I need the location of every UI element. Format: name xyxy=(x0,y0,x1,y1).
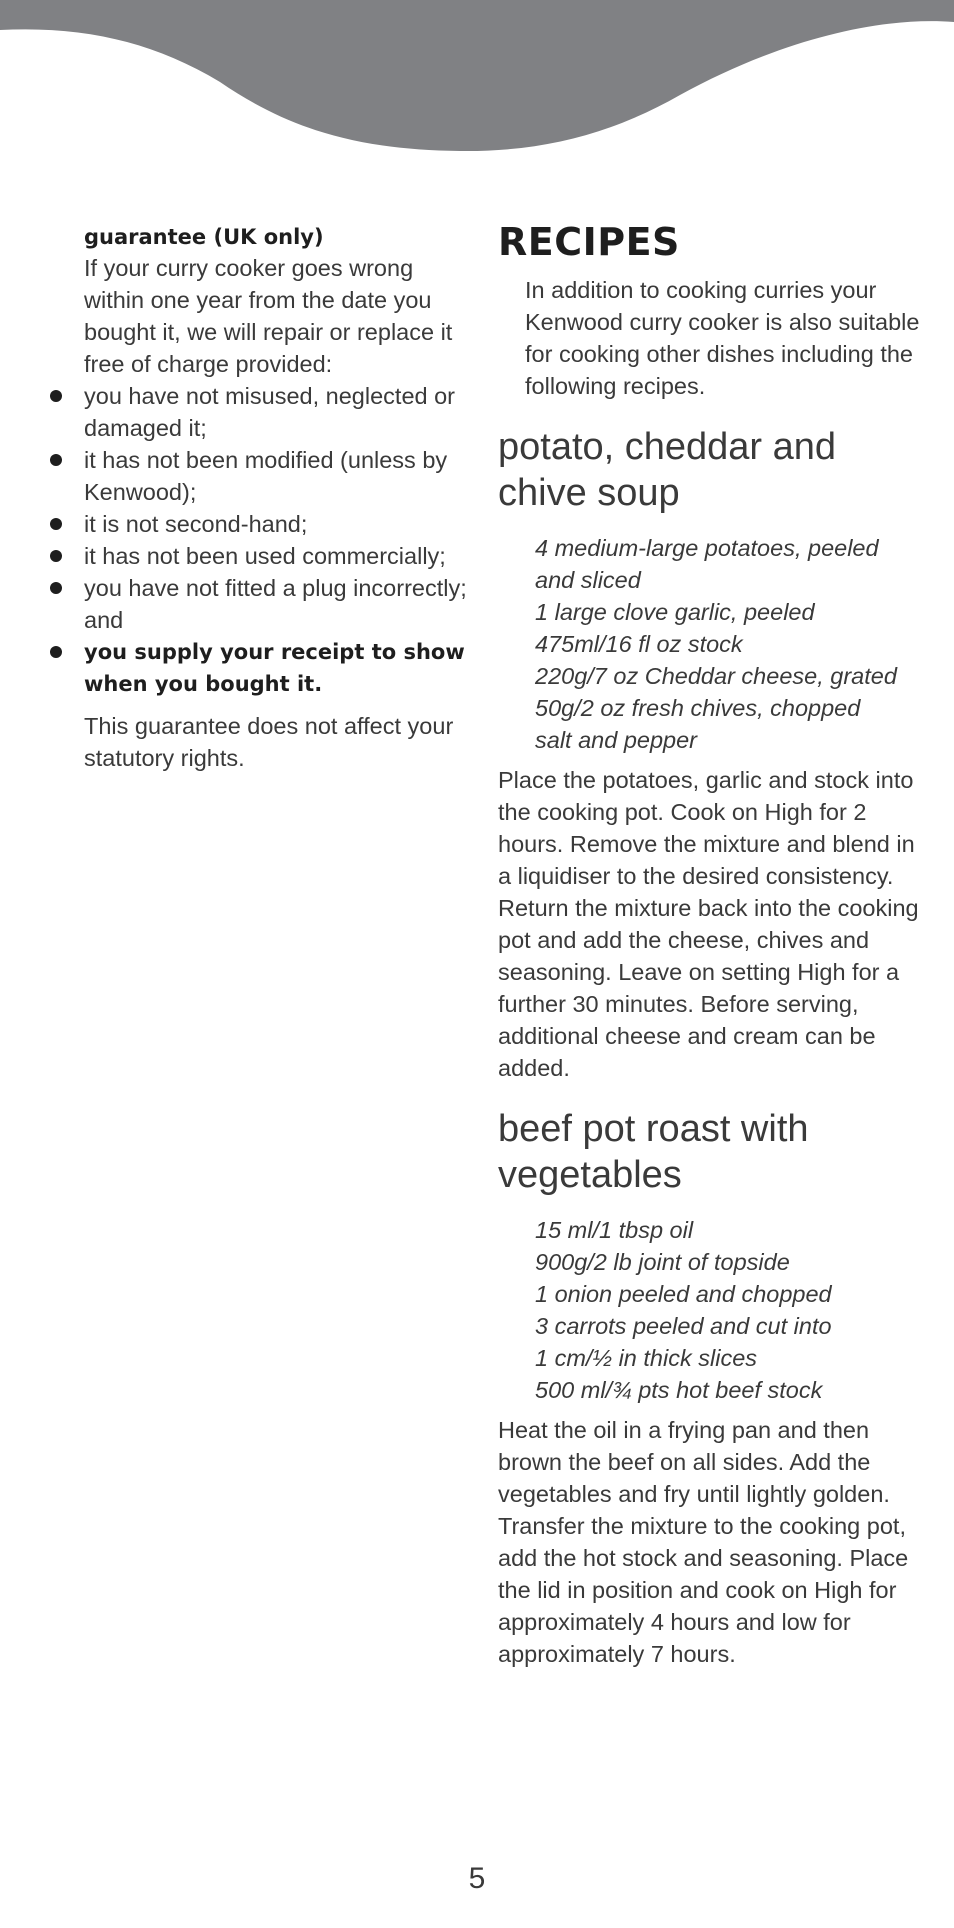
bullet-icon xyxy=(50,390,62,402)
recipe-beef-pot-roast xyxy=(498,1106,928,1670)
recipes-section xyxy=(498,218,928,1670)
ingredient: 15 ml/1 tbsp oil xyxy=(535,1217,694,1243)
page-number: 5 xyxy=(468,1862,486,1895)
guarantee-section xyxy=(50,222,470,774)
header-wave-decoration xyxy=(0,0,954,160)
ingredient: 1 cm/½ in thick slices xyxy=(535,1345,758,1371)
list-item: you have not fitted a plug incorrectly; and xyxy=(50,572,470,636)
list-item: it has not been modified (unless by Kenwood); xyxy=(50,444,470,508)
list-item: it has not been used commercially; xyxy=(50,540,470,572)
guarantee-intro: If your curry cooker goes wrong within one year from the date you bought it, we will repair or replace it free of charge provided: xyxy=(84,255,453,377)
ingredient: 220g/7 oz Cheddar cheese, grated xyxy=(535,663,897,689)
ingredient: 4 medium-large potatoes, peeled xyxy=(535,535,879,561)
recipe-method: Heat the oil in a frying pan and then brown the beef on all sides. Add the vegetables and fry until lightly golden. Transfer the mixture to the cooking pot, add the hot stock and seasoning. Place the lid in position and cook on High for approximately 4 hours and low for approximately 7 hours. xyxy=(498,1417,909,1667)
bullet-icon xyxy=(50,550,62,562)
ingredient: 475ml/16 fl oz stock xyxy=(535,631,743,657)
bullet-icon xyxy=(50,646,62,658)
ingredient: and sliced xyxy=(535,567,641,593)
guarantee-conditions-list xyxy=(50,380,470,700)
recipes-intro: In addition to cooking curries your Kenwood curry cooker is also suitable for cooking other dishes including the following recipes. xyxy=(525,277,920,399)
ingredient: 3 carrots peeled and cut into xyxy=(535,1313,832,1339)
ingredient: 50g/2 oz fresh chives, chopped xyxy=(535,695,861,721)
ingredient: salt and pepper xyxy=(535,727,698,753)
guarantee-footer: This guarantee does not affect your statutory rights. xyxy=(84,713,454,771)
list-item: it is not second-hand; xyxy=(50,508,470,540)
recipes-title: RECIPES xyxy=(498,220,680,264)
ingredient: 1 large clove garlic, peeled xyxy=(535,599,815,625)
list-item-receipt: you supply your receipt to show when you bought it. xyxy=(50,636,470,700)
recipe-title: beef pot roast with vegetables xyxy=(498,1108,809,1196)
guarantee-title: guarantee (UK only) xyxy=(84,225,324,249)
bullet-icon xyxy=(50,518,62,530)
header-wave-shape xyxy=(0,0,954,151)
ingredients-list xyxy=(535,1214,928,1406)
ingredient: 1 onion peeled and chopped xyxy=(535,1281,832,1307)
recipe-potato-soup xyxy=(498,424,928,1084)
list-item: you have not misused, neglected or damaged it; xyxy=(50,380,470,444)
ingredient: 500 ml/¾ pts hot beef stock xyxy=(535,1377,823,1403)
ingredient: 900g/2 lb joint of topside xyxy=(535,1249,790,1275)
recipe-method: Place the potatoes, garlic and stock into the cooking pot. Cook on High for 2 hours. Remove the mixture and blend in a liquidiser to the desired consistency. Return the mixture back into the cooking pot and add the cheese, chives and seasoning. Leave on setting High for a further 30 minutes. Before serving, additional cheese and cream can be added. xyxy=(498,767,919,1081)
ingredients-list xyxy=(535,532,928,756)
recipe-title: potato, cheddar and chive soup xyxy=(498,426,837,514)
bullet-icon xyxy=(50,454,62,466)
bullet-icon xyxy=(50,582,62,594)
